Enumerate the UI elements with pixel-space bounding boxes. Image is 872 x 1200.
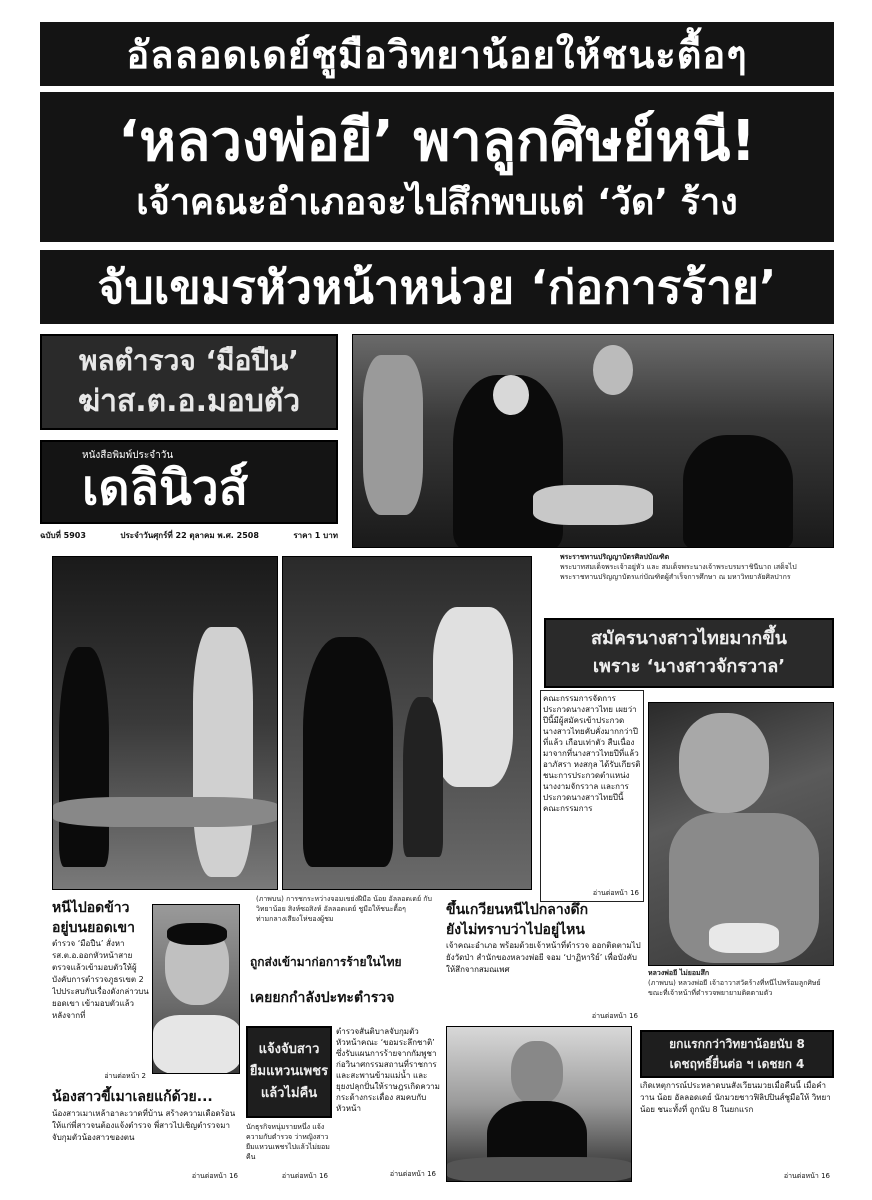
terror-headline1: ถูกส่งเข้ามาก่อการร้ายในไทย — [250, 955, 402, 969]
royal-ceremony-photo — [352, 334, 834, 548]
miss-thai-body: คณะกรรมการจัดการประกวดนางสาวไทย เผยว่าปีนี้มีผู้สมัครเข้าประกวดนางสาวไทยคับคั่งมากกว่าปีที่แล้ว เกือบเท่าตัว สืบเนื่องมาจากที่นางสาวไทยปีที่แล้ว อาภัสรา หงสกุล ได้รับเกียรติชนะการประกวดตำแหน่งนางงามจักรวาล และการประกวดนางสาวไทยปีนี้ คณะกรรมการ — [543, 694, 641, 813]
boxing-photo-right — [282, 556, 532, 890]
issue-date: ประจำวันศุกร์ที่ 22 ตุลาคม พ.ศ. 2508 — [120, 531, 259, 540]
terror-story — [336, 1026, 440, 1182]
chase-body: เจ้าคณะอำเภอ พร้อมด้วยเจ้าหน้าที่ตำรวจ ออกติดตามไปยังวัดป่า สำนักของหลวงพ่อยี จอม ‘ปาฏิหาริย์’ เพื่อบังคับให้สึกจากสมณเพศ — [446, 941, 641, 974]
police-box — [40, 334, 338, 430]
boxing-photo-left — [52, 556, 278, 890]
boxing-result-story — [640, 1080, 834, 1184]
headline-sub-text: เจ้าคณะอำเภอจะไปสึกพบแต่ ‘วัด’ ร้าง — [136, 182, 738, 223]
terror-continued: อ่านต่อหน้า 16 — [389, 1170, 436, 1178]
headline-main — [40, 92, 834, 242]
drunk-continued: อ่านต่อหน้า 16 — [191, 1172, 238, 1180]
chase-headline2: ยังไม่ทราบว่าไปอยู่ไหน — [446, 922, 585, 938]
suspect-portrait — [152, 904, 240, 1074]
police-chase-story — [446, 900, 642, 1024]
monk-photo — [648, 702, 834, 966]
boxing-caption-text: (ภาพบน) การชกระหว่างจอมเขย่งฝีมือ น้อย อัลลอดเดย์ กับ วิทยาน้อย สิงห์ซอสิงห์ อัลลอดเดย์ ชูมือให้ชนะตื้อๆ ท่ามกลางเสียงโห่ของผู้ชม — [256, 895, 432, 923]
terror-headline2: เคยยกกำลังปะทะตำรวจ — [250, 990, 395, 1006]
miss-thai-headline — [544, 618, 834, 688]
headline-third — [40, 250, 834, 324]
royal-caption — [560, 552, 834, 604]
masthead-info-bar — [40, 528, 338, 544]
terror-headline-box — [250, 944, 444, 1020]
drunk-body: น้องสาวเมาเหล้าอาละวาดที่บ้าน สร้างความเดือดร้อนให้แก่พี่สาวจนต้องแจ้งตำรวจ พี่สาวไปเชิญตำรวจมาจับกุมตัวน้องสาวของตน — [52, 1109, 236, 1142]
girl-body: นักธุรกิจหนุ่มรายหนึ่ง แจ้งความกับตำรวจ ว่าหญิงสาวยืมแหวนเพชรไปแล้วไม่ยอมคืน — [246, 1123, 330, 1161]
royal-caption-body: พระบาทสมเด็จพระเจ้าอยู่หัว และ สมเด็จพระนางเจ้าพระบรมราชินีนาถ เสด็จไปพระราชทานปริญญาบัตรแก่บัณฑิตผู้สำเร็จการศึกษา ณ มหาวิทยาลัยศิลปากร — [560, 563, 797, 581]
girl-continued: อ่านต่อหน้า 16 — [281, 1172, 328, 1180]
flee-body: ตำรวจ ‘มือปืน’ สั่งหารส.ต.อ.ออกหัวหน้าสายตรวจแล้วเข้ามอบตัวให้ผู้บังคับการตำรวจภูธรเขต 2 ไปประสบกับเรื่องดังกล่าวบนยอดเขา เข้ามอบตัวแล้ว หลังจากที่ — [52, 939, 149, 1020]
boxing-result-headline1: ยกแรกกว่าวิทยาน้อยนับ 8 — [669, 1037, 805, 1051]
miss-thai-story — [540, 690, 644, 902]
drunk-headline: น้องสาวขี้เมาเลยแก้ด้วย... — [52, 1089, 213, 1105]
boxing-result-headline2: เดชฤทธิ์ยื่นต่อ ฯ เดชยก 4 — [669, 1057, 805, 1071]
flee-continued: อ่านต่อหน้า 2 — [104, 1072, 146, 1080]
miss-thai-headline2: เพราะ ‘นางสาวจักรวาล’ — [592, 656, 786, 677]
masthead-tagline: หนังสือพิมพ์ประจำวัน — [82, 450, 174, 461]
monk-caption-title: หลวงพ่อยี ไม่ยอมสึก — [648, 969, 710, 977]
issue-price: ราคา 1 บาท — [293, 531, 338, 540]
girl-headline1: แจ้งจับสาว — [258, 1042, 320, 1057]
headline-top — [40, 22, 834, 86]
boxing-result-headline — [640, 1030, 834, 1078]
flee-headline1: หนีไปอดข้าว — [52, 900, 130, 916]
drunk-story — [52, 1086, 242, 1184]
girl-headline3: แล้วไม่คืน — [260, 1086, 318, 1101]
boxing-result-continued: อ่านต่อหน้า 16 — [783, 1172, 830, 1180]
boxing-result-body: เกิดเหตุการณ์ประหลาดบนสังเวียนมวยเมื่อคืนนี้ เมื่อคำวาน น้อย อัลลอดเดย์ นักมวยชาวฟิลิปปินส์ชูมือให้ วิทยาน้อย ชนะทั้งที่ ถูกนับ 8 ในยกแรก — [640, 1081, 831, 1114]
royal-caption-title: พระราชทานปริญญาบัตรศิลปบัณฑิต — [560, 553, 670, 561]
girl-headline2: ยืมแหวนเพชร — [249, 1064, 329, 1079]
miss-thai-continued: อ่านต่อหน้า 16 — [592, 889, 639, 897]
flee-story — [52, 898, 150, 1084]
masthead-name: เดลินิวส์ — [82, 460, 249, 516]
chase-headline1: ขึ้นเกวียนหนีไปกลางดึก — [446, 902, 589, 918]
miss-thai-headline1: สมัครนางสาวไทยมากขึ้น — [591, 628, 787, 649]
flee-headline2: อยู่บนยอดเขา — [52, 920, 135, 936]
girl-story-headline — [246, 1026, 332, 1118]
masthead — [40, 440, 338, 524]
police-box-line1: พลตำรวจ ‘มือปืน’ — [79, 344, 299, 377]
headline-top-text: อัลลอดเดย์ชูมือวิทยาน้อยให้ชนะตื้อๆ — [126, 32, 748, 77]
police-box-line2: ฆ่าส.ต.อ.มอบตัว — [77, 384, 301, 419]
monk-caption — [648, 968, 834, 1018]
headline-main-text: ‘หลวงพ่อยี’ พาลูกศิษย์หนี! — [117, 109, 756, 174]
press-conference-photo — [446, 1026, 632, 1182]
girl-story — [246, 1122, 332, 1184]
boxing-caption — [256, 894, 436, 944]
headline-third-text: จับเขมรหัวหน้าหน่วย ‘ก่อการร้าย’ — [97, 259, 777, 314]
issue-number: ฉบับที่ 5903 — [40, 531, 86, 540]
terror-body: ตำรวจสันติบาลจับกุมตัว หัวหน้าคณะ ‘ขอมระลึกชาติ’ ซึ่งรับแผนการร้ายจากกัมพูชา ก่อวินาศกรรมสถานที่ราชการและสะพานข้ามแม่น้ำ และยุยงปลุกปั่นให้ราษฎรเกิดความกระด้างกระเดื่อง สมคบกับหัวหน้า — [336, 1027, 440, 1113]
monk-caption-body: (ภาพบน) หลวงพ่อยี เจ้าอาวาสวัดร้างที่หนีไปพร้อมลูกศิษย์ ขณะที่เจ้าหน้าที่ตำรวจพยายามติดตามตัว — [648, 979, 821, 997]
chase-continued: อ่านต่อหน้า 16 — [591, 1012, 638, 1020]
